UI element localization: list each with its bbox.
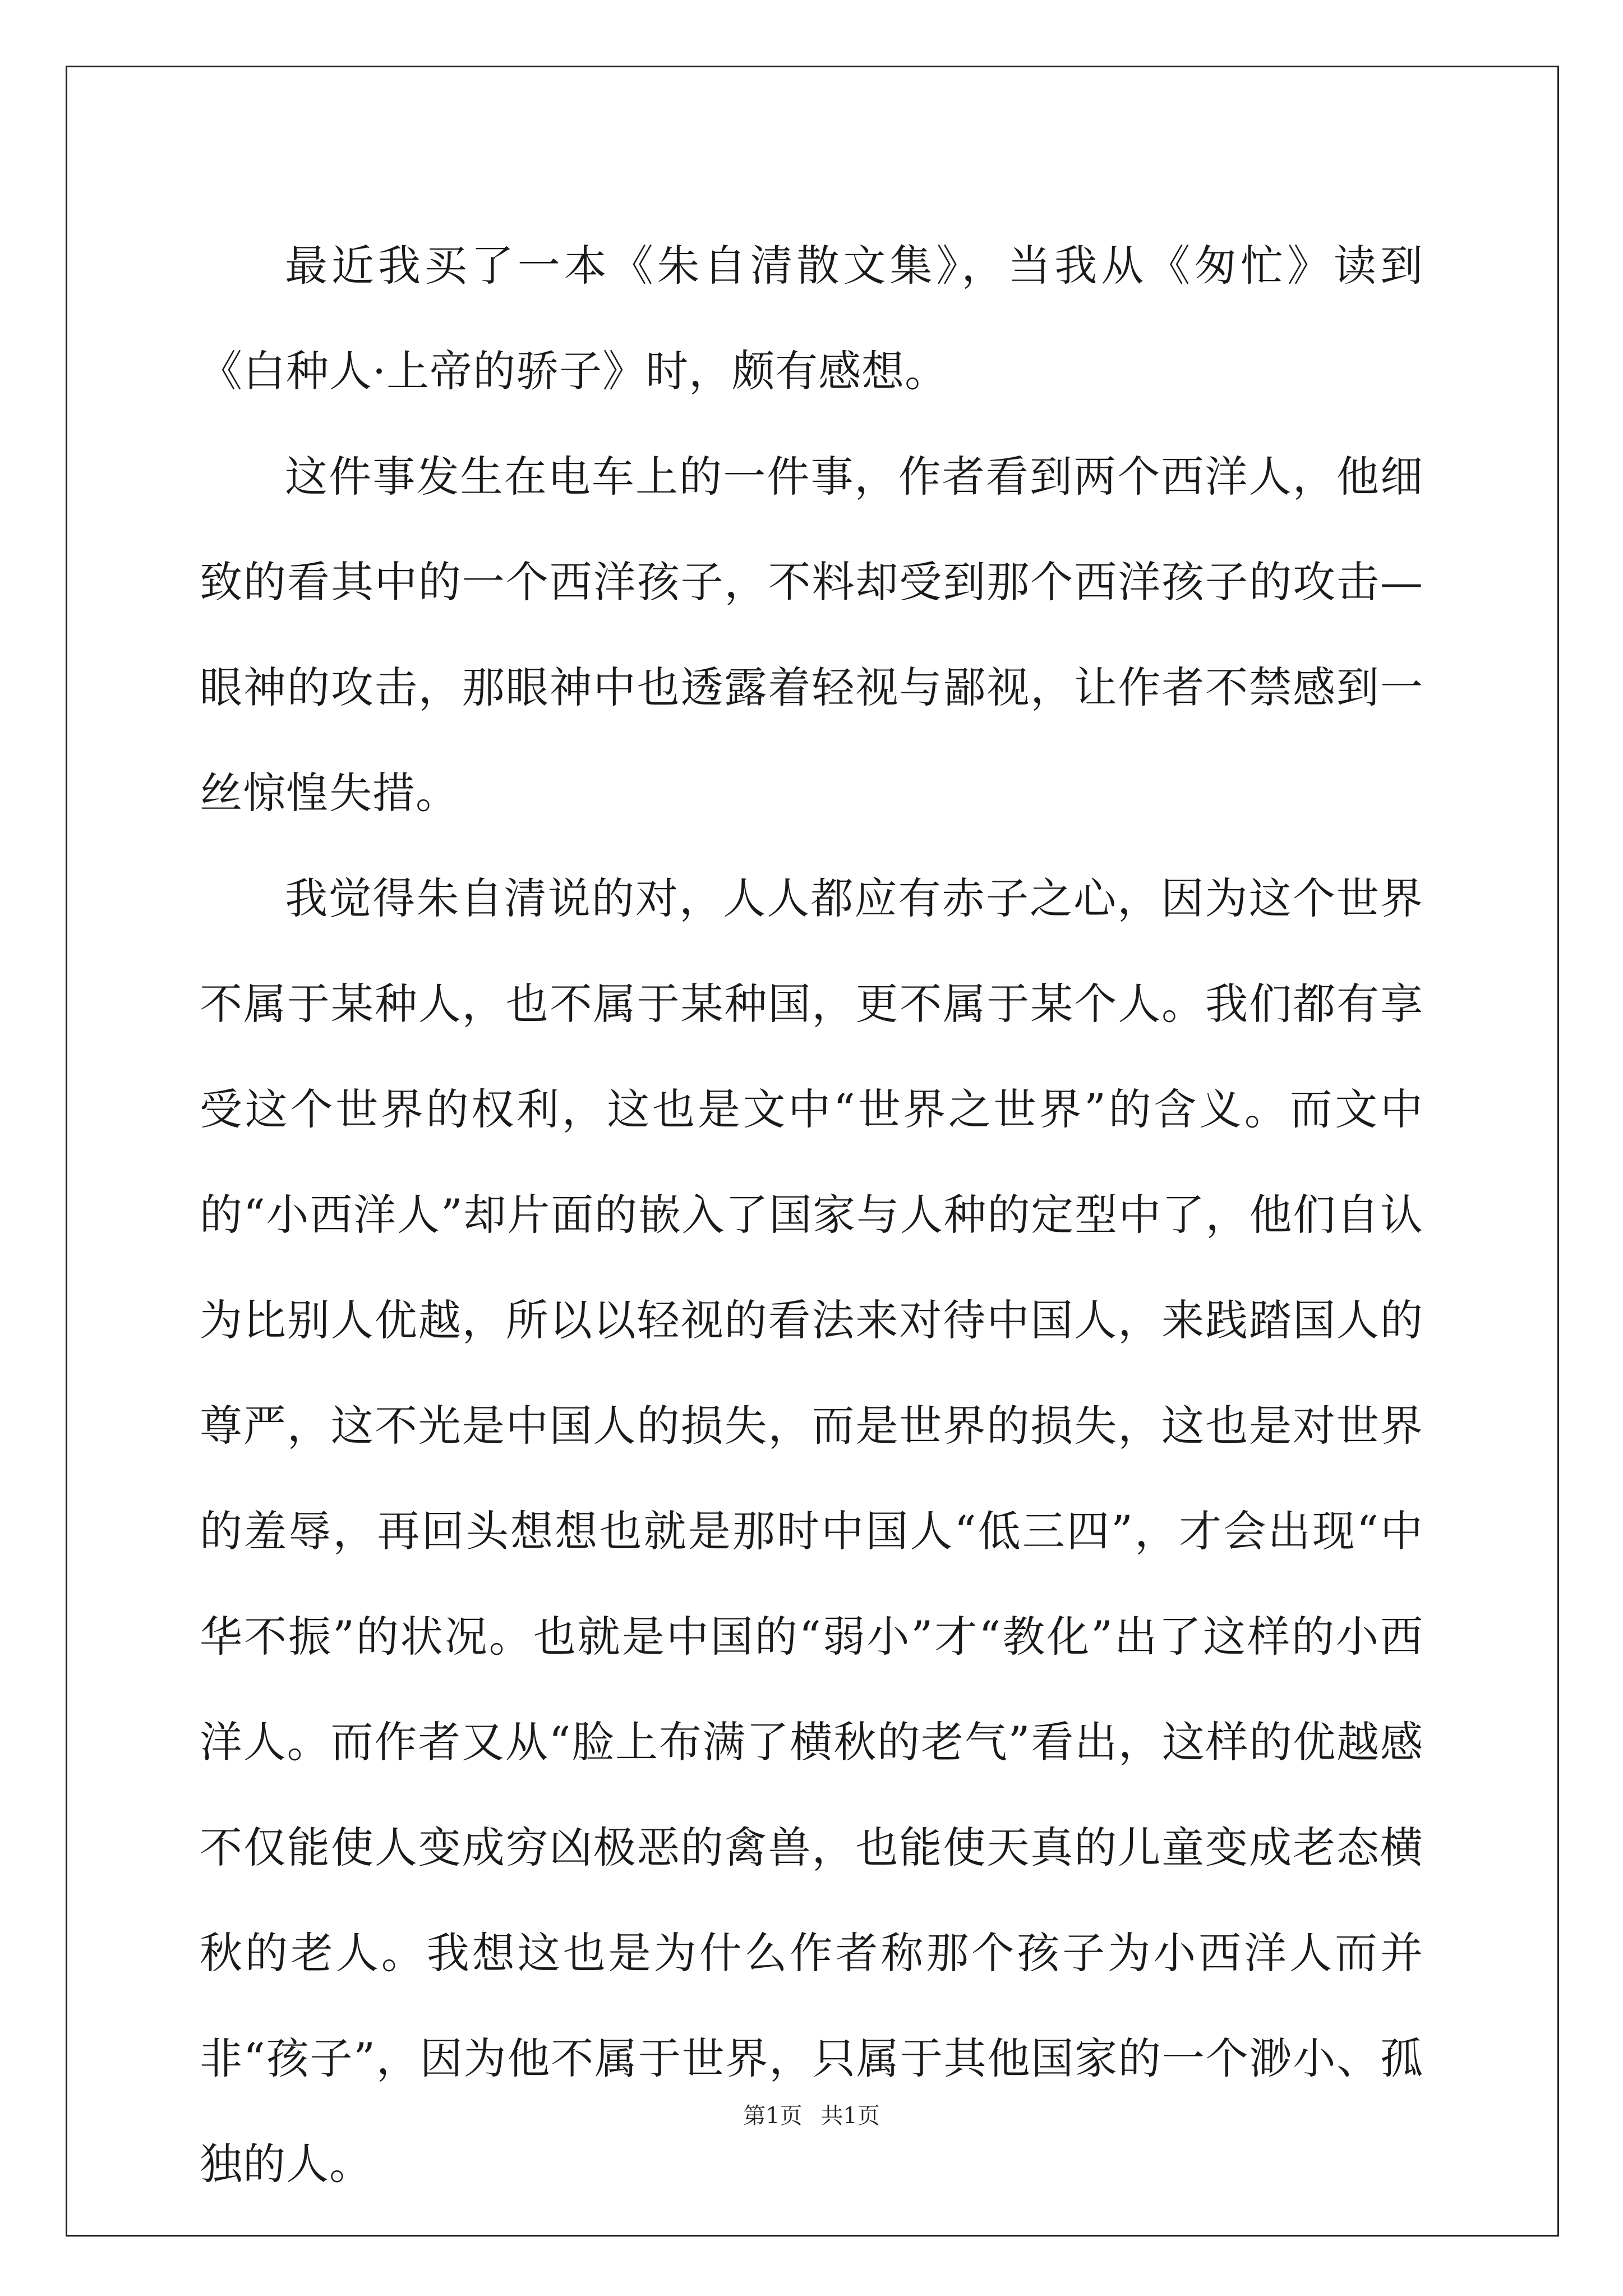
paragraph-1: 最近我买了一本《朱自清散文集》，当我从《匆忙》读到《白种人·上帝的骄子》时，颇有感想。 [200, 241, 1423, 396]
page-footer [0, 2098, 1623, 2130]
paragraph-2: 这件事发生在电车上的一件事，作者看到两个西洋人，他细致的看其中的一个西洋孩子，不料却受到那个西洋孩子的攻击—眼神的攻击，那眼神中也透露着轻视与鄙视，让作者不禁感到一丝惊惶失措。 [200, 452, 1423, 818]
page-number: 第1页 [743, 2103, 803, 2129]
paragraph-3: 我觉得朱自清说的对，人人都应有赤子之心，因为这个世界不属于某种人，也不属于某种国，更不属于某个人。我们都有享受这个世界的权利，这也是文中“世界之世界”的含义。而文中的“小西洋人”却片面的嵌入了国家与人种的定型中了，他们自认为比别人优越，所以以轻视的看法来对待中国人，来践踏国人的尊严，这不光是中国人的损失，而是世界的损失，这也是对世界的羞辱，再回头想想也就是那时中国人“低三四”，才会出现“中华不振”的状况。也就是中国的“弱小”才“教化”出了这样的小西洋人。而作者又从“脸上布满了横秋的老气”看出，这样的优越感不仅能使人变成穷凶极恶的禽兽，也能使天真的儿童变成老态横秋的老人。我想这也是为什么作者称那个孩子为小西洋人而并非“孩子”，因为他不属于世界，只属于其他国家的一个渺小、孤独的人。 [200, 873, 1423, 2189]
page-total: 共1页 [820, 2103, 880, 2129]
document-body [200, 213, 1423, 2217]
